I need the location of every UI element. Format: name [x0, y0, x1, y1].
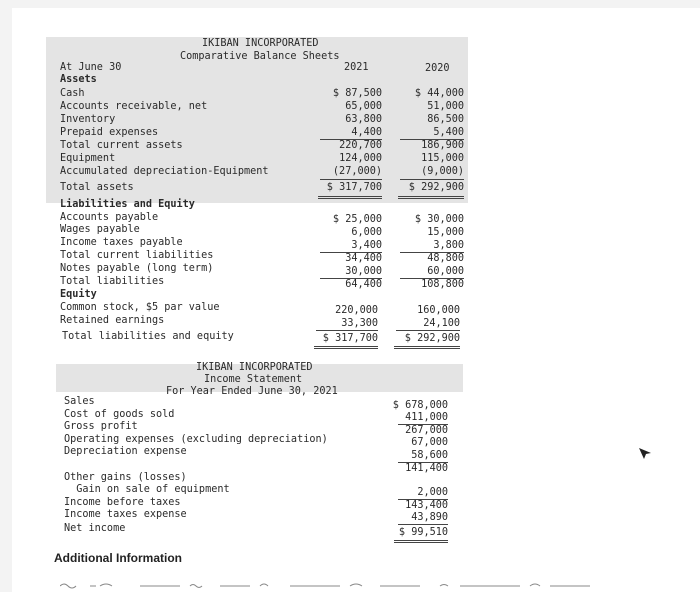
double-underline [398, 196, 464, 199]
is-value: 58,600 [411, 450, 448, 461]
bs-row-label: Accounts payable [60, 212, 159, 223]
bs-value-2021: 65,000 [345, 101, 382, 112]
bs-date-label: At June 30 [60, 62, 122, 73]
bs-value-2021: 4,400 [351, 127, 382, 138]
bs-row-label: Total current assets [60, 140, 183, 151]
is-value: $ 678,000 [392, 400, 448, 411]
is-row-label: Other gains (losses) [64, 472, 187, 483]
bs-value-2021: 63,800 [345, 114, 382, 125]
bs-value-2021: 30,000 [345, 266, 382, 277]
is-value: 411,000 [405, 412, 448, 423]
bs-value-2020: 60,000 [427, 266, 464, 277]
bs-value-2021: $ 87,500 [332, 88, 382, 99]
bs-row-label: Total current liabilities [60, 250, 214, 261]
bs-row-label: Total liabilities [60, 276, 165, 287]
bs-value-2021: 64,400 [345, 279, 382, 290]
bs-value-2020: 24,100 [423, 318, 460, 329]
bs-row-label: Common stock, $5 par value [60, 302, 220, 313]
bs-value-2020: 186,900 [421, 140, 464, 151]
is-company: IKIBAN INCORPORATED [196, 362, 313, 373]
is-title: Income Statement [204, 374, 303, 385]
bs-row-label: Notes payable (long term) [60, 263, 214, 274]
bs-row-label: Cash [60, 88, 85, 99]
double-underline [314, 346, 378, 349]
bs-value-2020: 3,800 [433, 240, 464, 251]
bs-value-2020: $ 292,900 [408, 182, 464, 193]
is-value: 67,000 [411, 437, 448, 448]
bs-value-2020: 5,400 [433, 127, 464, 138]
bs-row-label: Total assets [60, 182, 134, 193]
underline [398, 524, 448, 525]
bs-value-2021: (27,000) [332, 166, 382, 177]
underline [316, 330, 378, 331]
bs-col-2020: 2020 [425, 63, 450, 74]
bs-value-2021: 34,400 [345, 253, 382, 264]
is-value: 267,000 [405, 425, 448, 436]
is-value: $ 99,510 [398, 527, 448, 538]
bs-title: Comparative Balance Sheets [180, 51, 340, 62]
bs-row-label: Equity [60, 289, 97, 300]
bs-value-2020: 160,000 [417, 305, 460, 316]
bs-row-label: Retained earnings [60, 315, 165, 326]
bs-row-label: Equipment [60, 153, 116, 164]
bs-value-2020: $ 30,000 [414, 214, 464, 225]
is-value: 2,000 [417, 487, 448, 498]
is-period: For Year Ended June 30, 2021 [166, 386, 338, 397]
is-row-label: Operating expenses (excluding depreciation) [64, 434, 328, 445]
bs-value-2021: 33,300 [341, 318, 378, 329]
bs-value-2020: 86,500 [427, 114, 464, 125]
bs-row-label: Total liabilities and equity [62, 331, 234, 342]
bs-value-2021: 3,400 [351, 240, 382, 251]
bs-row-label: Liabilities and Equity [60, 199, 195, 210]
underline [396, 330, 460, 331]
bs-value-2020: 115,000 [421, 153, 464, 164]
is-row-label: Sales [64, 396, 95, 407]
bs-value-2020: 51,000 [427, 101, 464, 112]
bs-value-2020: $ 292,900 [404, 333, 460, 344]
bs-row-label: Accounts receivable, net [60, 101, 208, 112]
cropped-text-line [60, 580, 600, 590]
is-row-label: Depreciation expense [64, 446, 187, 457]
bs-value-2020: (9,000) [421, 166, 464, 177]
is-row-label: Gain on sale of equipment [64, 484, 230, 495]
bs-row-label: Prepaid expenses [60, 127, 159, 138]
is-row-label: Net income [64, 523, 126, 534]
bs-row-label: Assets [60, 74, 97, 85]
is-row-label: Income taxes expense [64, 509, 187, 520]
mouse-cursor-icon [638, 446, 652, 460]
bs-company: IKIBAN INCORPORATED [202, 38, 319, 49]
bs-value-2021: 220,700 [339, 140, 382, 151]
bs-col-2021: 2021 [344, 62, 369, 73]
underline [400, 179, 464, 180]
bs-row-label: Inventory [60, 114, 116, 125]
bs-value-2021: 124,000 [339, 153, 382, 164]
bs-value-2021: $ 317,700 [322, 333, 378, 344]
bs-value-2021: 220,000 [335, 305, 378, 316]
bs-value-2020: 108,800 [421, 279, 464, 290]
is-value: 43,890 [411, 512, 448, 523]
bs-value-2020: 15,000 [427, 227, 464, 238]
bs-value-2021: $ 25,000 [332, 214, 382, 225]
bs-value-2020: 48,800 [427, 253, 464, 264]
underline [320, 179, 382, 180]
is-row-label: Gross profit [64, 421, 138, 432]
additional-information-heading: Additional Information [54, 551, 182, 565]
is-value: 141,400 [405, 463, 448, 474]
double-underline [394, 346, 460, 349]
is-row-label: Income before taxes [64, 497, 181, 508]
double-underline [394, 540, 448, 543]
bs-value-2020: $ 44,000 [414, 88, 464, 99]
bs-row-label: Wages payable [60, 224, 140, 235]
double-underline [318, 196, 382, 199]
bs-value-2021: 6,000 [351, 227, 382, 238]
is-value: 143,400 [405, 500, 448, 511]
bs-value-2021: $ 317,700 [326, 182, 382, 193]
is-row-label: Cost of goods sold [64, 409, 175, 420]
bs-row-label: Income taxes payable [60, 237, 183, 248]
bs-row-label: Accumulated depreciation-Equipment [60, 166, 269, 177]
